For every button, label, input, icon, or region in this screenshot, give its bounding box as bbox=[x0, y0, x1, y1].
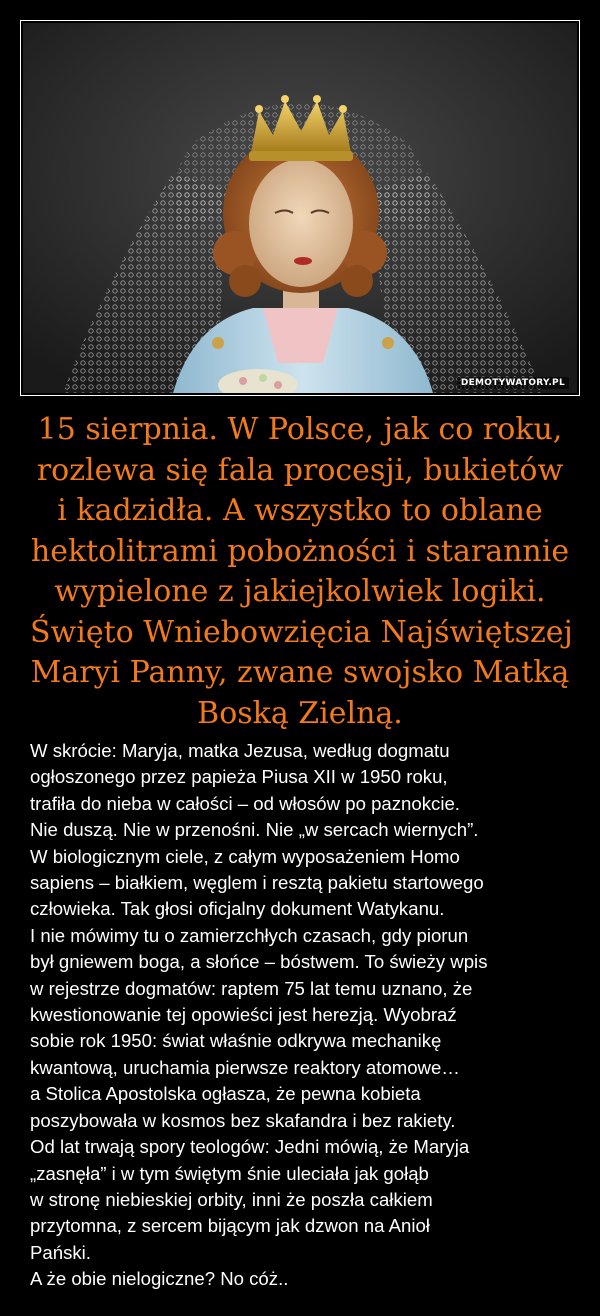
description-line: w stronę niebieskiej orbity, inni że poszła całkiem bbox=[30, 1188, 433, 1210]
image-frame bbox=[20, 20, 580, 396]
headline-line: Maryi Panny, zwane swojsko Matką bbox=[30, 655, 570, 690]
description-line: Nie duszą. Nie w przenośni. Nie „w sercach wiernych”. bbox=[30, 819, 479, 841]
description-line: poszybowała w kosmos bez skafandra i bez rakiety. bbox=[30, 1109, 456, 1131]
headline-line: rozlewa się fala procesji, bukietów bbox=[36, 452, 564, 488]
description-text bbox=[30, 738, 578, 1293]
description-line: W skrócie: Maryja, matka Jezusa, według dogmatu bbox=[30, 740, 450, 761]
description-line: był gniewem boga, a słońce – bóstwem. To świeży wpis bbox=[30, 951, 488, 973]
description-line: ogłoszonego przez papieża Piusa XII w 1950 roku, bbox=[30, 766, 448, 788]
description-line: kwantową, uruchamia pierwsze reaktory atomowe… bbox=[30, 1056, 460, 1078]
description-line: kwestionowanie tej opowieści jest herezją. Wyobraź bbox=[30, 1004, 457, 1026]
description-line: „zasnęła” i w tym świętym śnie uleciała jak gołąb bbox=[30, 1162, 429, 1184]
description-line: sapiens – białkiem, węglem i resztą pakietu startowego bbox=[30, 872, 484, 894]
headline-line: 15 sierpnia. W Polsce, jak co roku, bbox=[37, 412, 563, 447]
doll-figure-image bbox=[23, 23, 577, 393]
headline-line: Boską Zielną. bbox=[197, 695, 403, 731]
description-line: W biologicznym ciele, z całym wyposażeniem Homo bbox=[30, 845, 460, 867]
description-line: w rejestrze dogmatów: raptem 75 lat temu uznano, że bbox=[30, 977, 473, 999]
description-line: trafiła do nieba w całości – od włosów po paznokcie. bbox=[30, 792, 460, 814]
doll-photo bbox=[23, 23, 577, 393]
headline-line: hektolitrami pobożności i starannie bbox=[30, 533, 570, 569]
description-line: I nie mówimy tu o zamierzchłych czasach, gdy piorun bbox=[30, 924, 469, 946]
description-line: Pański. bbox=[30, 1241, 91, 1263]
description-line: człowieka. Tak głosi oficjalny dokument Watykanu. bbox=[30, 898, 445, 920]
headline bbox=[30, 410, 573, 734]
description-line: a Stolica Apostolska ogłasza, że pewna kobieta bbox=[30, 1083, 421, 1105]
headline-line: i kadzidła. A wszystko to oblane bbox=[57, 493, 543, 528]
headline-line: Święto Wniebowzięcia Najświętszej bbox=[30, 614, 573, 650]
description-line: Od lat trwają spory teologów: Jedni mówią, że Maryja bbox=[30, 1136, 470, 1158]
watermark: DEMOTYWATORY.PL bbox=[457, 377, 569, 389]
description-line: sobie rok 1950: świat właśnie odkrywa mechanikę bbox=[30, 1030, 442, 1052]
headline-line: wypielone z jakiejkolwiek logiki. bbox=[54, 574, 546, 609]
description-line: przytomna, z sercem bijącym jak dzwon na Anioł bbox=[30, 1215, 430, 1237]
description-line: A że obie nielogiczne? No cóż.. bbox=[30, 1268, 289, 1290]
